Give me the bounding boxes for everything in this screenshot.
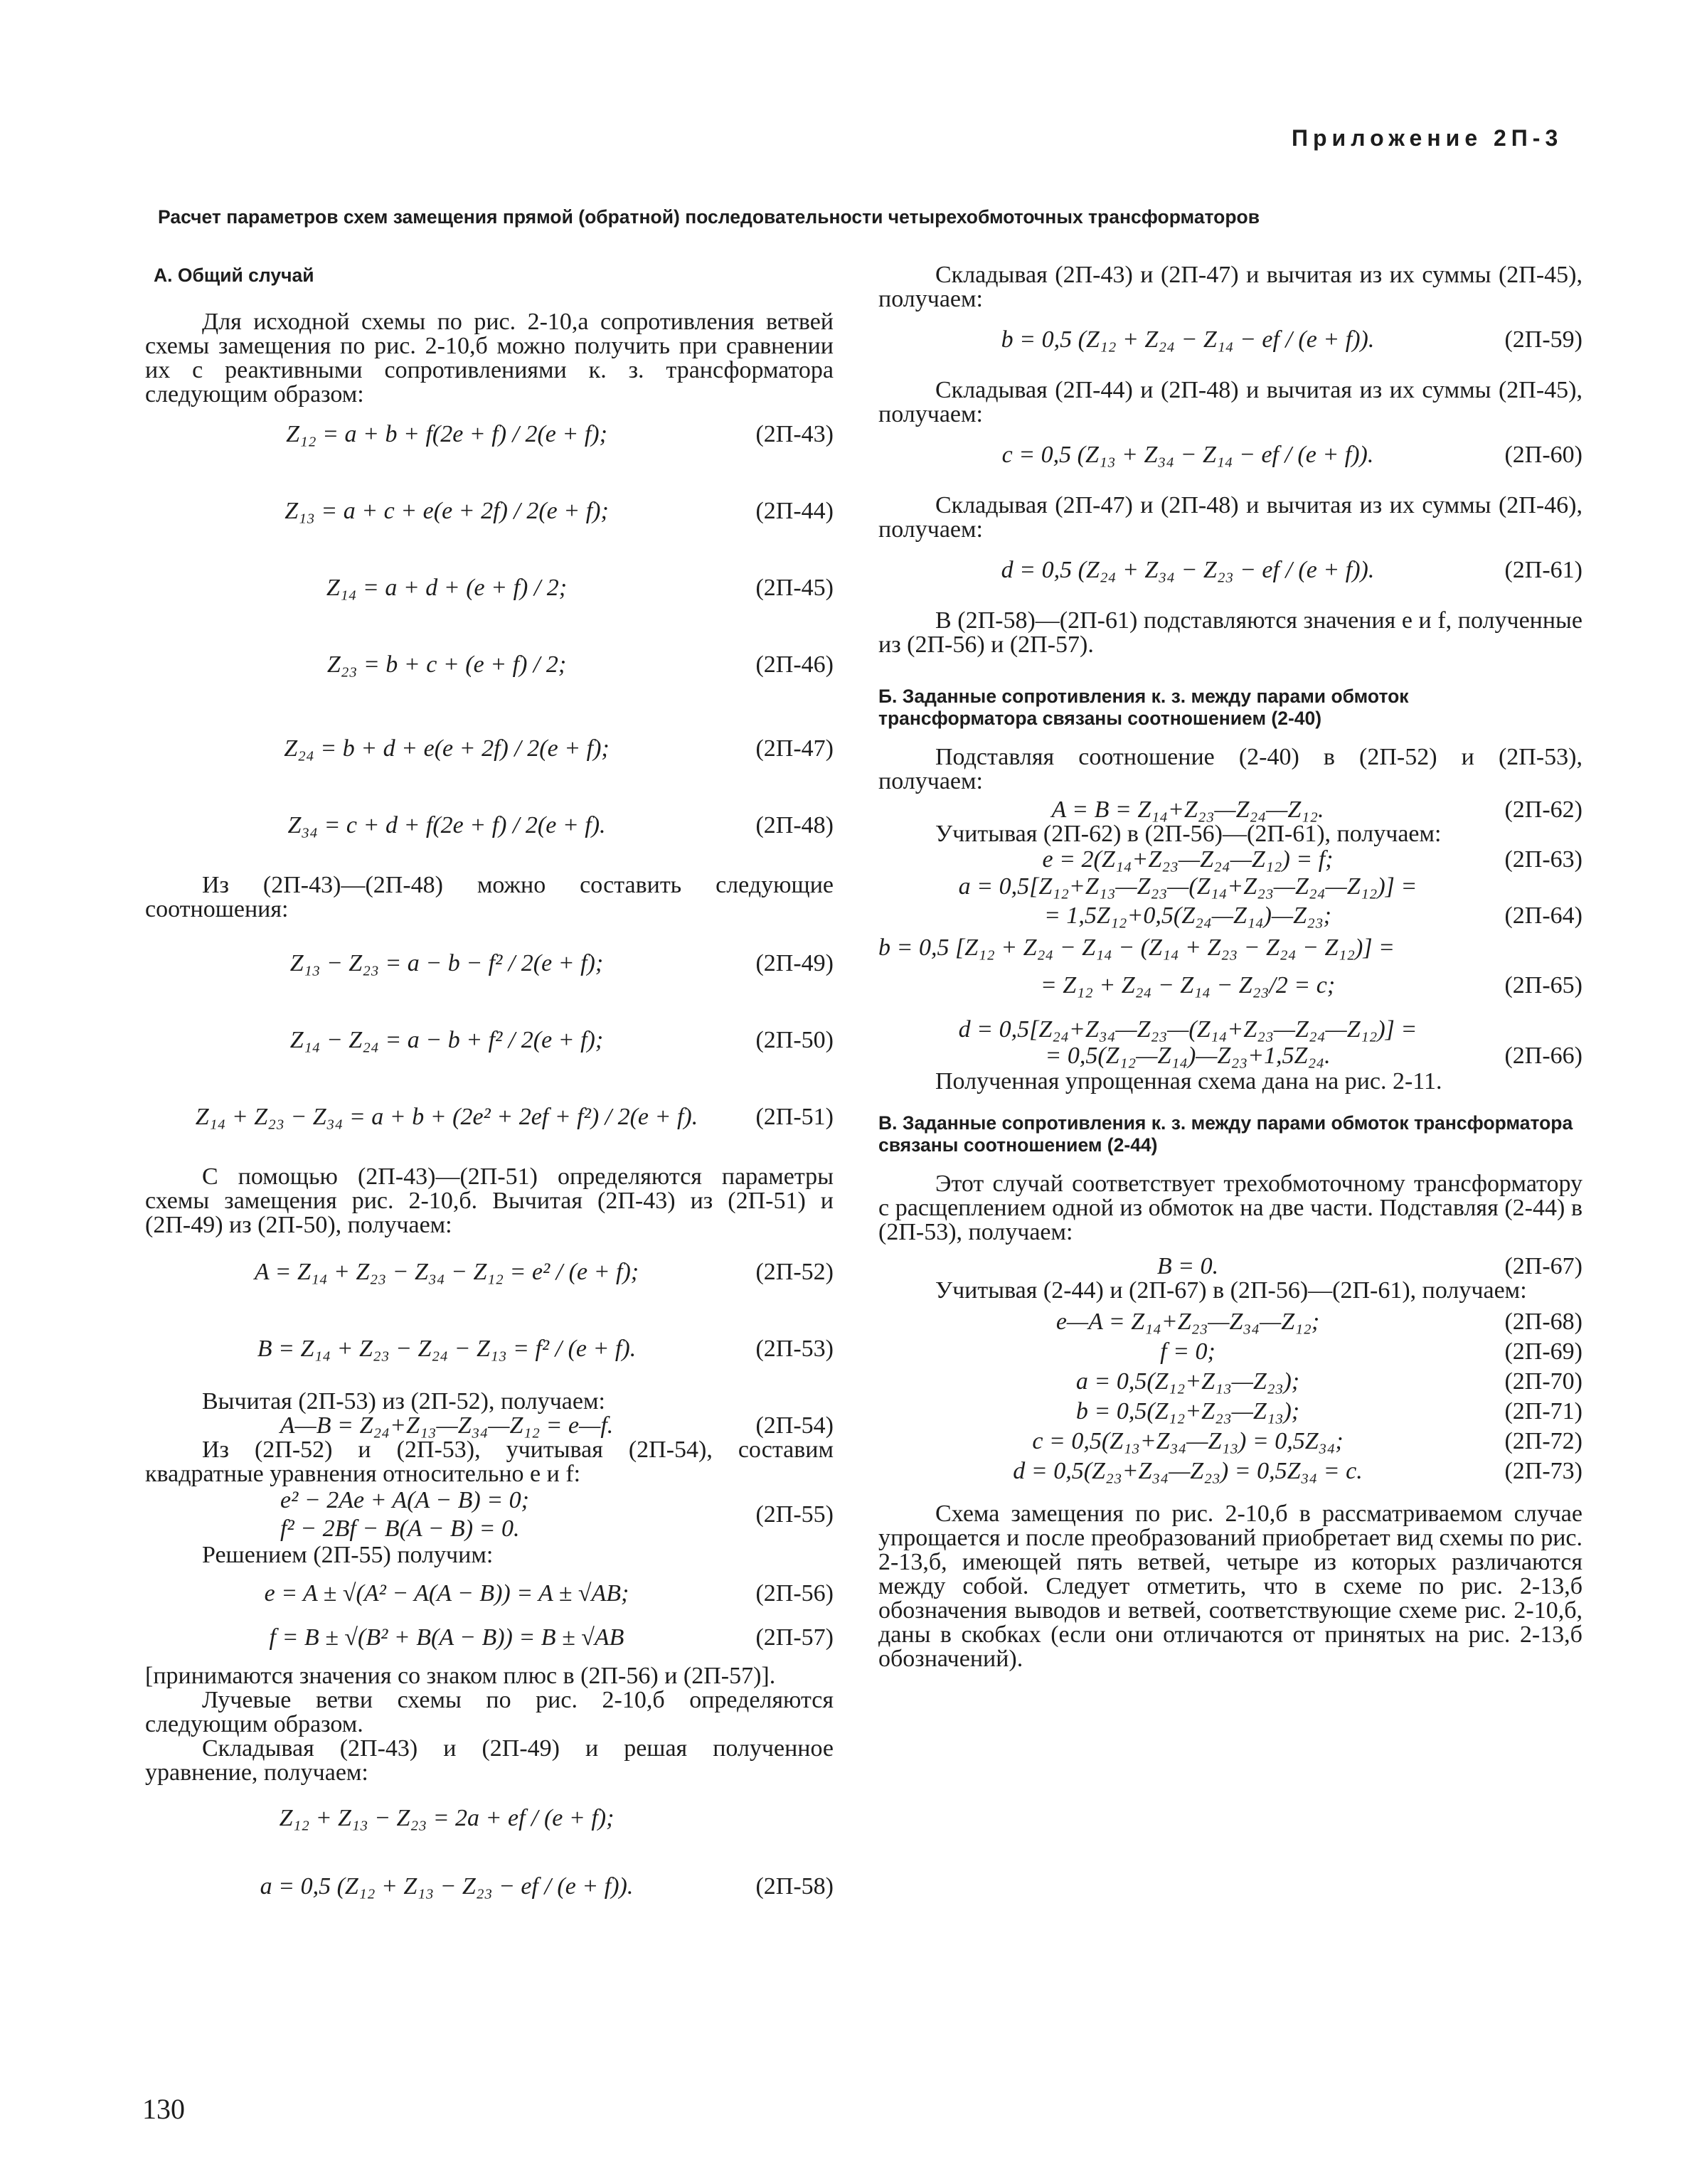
section-c-heading: В. Заданные сопротивления к. з. между парами обмоток трансформатора связаны соотношением (2-44) [878,1112,1573,1156]
equation-2p-66-line1: d = 0,5[Z₂₄+Z₃₄—Z₂₃—(Z₁₄+Z₂₃—Z₂₄—Z₁₂)] = [958,1016,1417,1043]
paragraph: Этот случай соответствует трехобмоточному трансформатору с расщеплением одной из обмоток на две части. Подставляя (2-44) в (2П-53), получаем: [878,1171,1582,1245]
equation-2p-43: Z₁₂ = a + b + f(2e + f) / 2(e + f); (2П-43) [286,421,834,447]
paragraph: В (2П-58)—(2П-61) подставляются значения e и f, полученные из (2П-56) и (2П-57). [878,607,1582,658]
paragraph: С помощью (2П-43)—(2П-51) определяются параметры схемы замещения рис. 2-10,б. Вычитая (2П-43) из (2П-51) и (2П-49) из (2П-50), получаем: [145,1163,834,1238]
paragraph: Складывая (2П-43) и (2П-47) и вычитая из их суммы (2П-45), получаем: [878,262,1582,312]
equation-2p-72: c = 0,5(Z₁₃+Z₃₄—Z₁₃) = 0,5Z₃₄; (2П-72) [1032,1428,1582,1454]
equation-2p-52: A = Z₁₄ + Z₂₃ − Z₃₄ − Z₁₂ = e² / (e + f); (2П-52) [254,1259,834,1285]
paragraph: [принимаются значения со знаком плюс в (2П-56) и (2П-57)]. [145,1663,776,1689]
equation-2p-56: e = A ± √(A² − A(A − B)) = A ± √AB; (2П-56) [264,1580,834,1607]
paragraph: Подставляя соотношение (2-40) в (2П-52) и (2П-53), получаем: [878,744,1582,794]
paragraph: Лучевые ветви схемы по рис. 2-10,б определяются следующим образом. [145,1687,834,1737]
equation-2p-71: b = 0,5(Z₁₂+Z₂₃—Z₁₃); (2П-71) [1075,1398,1582,1424]
paragraph: Полученная упрощенная схема дана на рис. 2-11. [935,1068,1442,1094]
equation-2p-68: e—A = Z₁₄+Z₂₃—Z₃₄—Z₁₂; (2П-68) [1055,1309,1582,1335]
equation-2p-54: A—B = Z₂₄+Z₁₃—Z₃₄—Z₁₂ = e—f. (2П-54) [280,1412,834,1439]
equation-2p-51: Z₁₄ + Z₂₃ − Z₃₄ = a + b + (2e² + 2ef + f²) / 2(e + f). (2П-51) [195,1104,834,1130]
equation-2p-48: Z₃₄ = c + d + f(2e + f) / 2(e + f). (2П-48) [287,812,834,838]
equation-2p-64: = 1,5Z₁₂+0,5(Z₂₄—Z₁₄)—Z₂₃; (2П-64) [1043,902,1582,929]
equation-2p-50: Z₁₄ − Z₂₄ = a − b + f² / 2(e + f); (2П-50) [289,1027,834,1053]
paragraph: Складывая (2П-47) и (2П-48) и вычитая из их суммы (2П-46), получаем: [878,492,1582,543]
equation-2p-58: a = 0,5 (Z₁₂ + Z₁₃ − Z₂₃ − ef / (e + f)). (2П-58) [260,1873,834,1900]
paragraph: Схема замещения по рис. 2-10,б в рассматриваемом случае упрощается и после преобразований приобретает вид схемы по рис. 2-13,б, имеющей пять ветвей, четыре из которых различаются между собой. Следует отметить, что в схеме по рис. 2-13,б обозначения выводов и ветвей, соответствующие схеме рис. 2-10,б, даны в скобках (если они отличаются от принятых на рис. 2-13,б обозначений). [878,1501,1582,1672]
equation-2p-53: B = Z₁₄ + Z₂₃ − Z₂₄ − Z₁₃ = f² / (e + f). (2П-53) [257,1336,834,1362]
paragraph: Из (2П-43)—(2П-48) можно составить следующие соотношения: [145,872,834,922]
paragraph: Решением (2П-55) получим: [202,1542,494,1568]
equation-2p-45: Z₁₄ = a + d + (e + f) / 2; (2П-45) [326,575,834,601]
section-b-heading: Б. Заданные сопротивления к. з. между парами обмоток трансформатора связаны соотношением (2-40) [878,686,1409,729]
equation-2p-73: d = 0,5(Z₂₃+Z₃₄—Z₂₃) = 0,5Z₃₄ = c. (2П-73) [1013,1458,1582,1484]
equation-2p-60: c = 0,5 (Z₁₃ + Z₃₄ − Z₁₄ − ef / (e + f)). (2П-60) [1001,442,1582,468]
equation-2p-65: = Z₁₂ + Z₂₄ − Z₁₄ − Z₂₃/2 = c; (2П-65) [1040,972,1582,998]
section-a-heading: А. Общий случай [154,265,314,286]
paragraph: Для исходной схемы по рис. 2-10,а сопротивления ветвей схемы замещения по рис. 2-10,б можно получить при сравнении их с реактивными сопротивлениями к. з. трансформатора следующим образом: [145,309,834,407]
right-column [878,263,1582,1671]
paragraph: Из (2П-52) и (2П-53), учитывая (2П-54), составим квадратные уравнения относительно e и f: [145,1437,834,1487]
paragraph: Учитывая (2П-62) в (2П-56)—(2П-61), получаем: [935,821,1442,847]
equation-2p-65-line1: b = 0,5 [Z₁₂ + Z₂₄ − Z₁₄ − (Z₁₄ + Z₂₃ − Z₂₄ − Z₁₂)] = [878,934,1395,961]
equation-2p-55: e² − 2Ae + A(A − B) = 0; f² − 2Bf − B(A − B) = 0. (2П-55) [280,1487,834,1542]
equation-2p-70: a = 0,5(Z₁₂+Z₁₃—Z₂₃); (2П-70) [1075,1368,1582,1395]
equation-2p-59: b = 0,5 (Z₁₂ + Z₂₄ − Z₁₄ − ef / (e + f)). (2П-59) [1001,326,1582,353]
equation-2p-66: = 0,5(Z₁₂—Z₁₄)—Z₂₃+1,5Z₂₄. (2П-66) [1045,1043,1582,1069]
equation-2p-69: f = 0; (2П-69) [1160,1338,1582,1365]
equation-2p-47: Z₂₄ = b + d + e(e + 2f) / 2(e + f); (2П-47) [284,735,834,762]
equation-2p-49: Z₁₃ − Z₂₃ = a − b − f² / 2(e + f); (2П-49) [289,950,834,976]
equation-2p-57: f = B ± √(B² + B(A − B)) = B ± √AB (2П-57) [269,1624,834,1651]
paragraph: Складывая (2П-43) и (2П-49) и решая полученное уравнение, получаем: [145,1735,834,1786]
appendix-header: Приложение 2П-3 [1292,125,1563,151]
equation-2p-67: B = 0. (2П-67) [1156,1253,1582,1279]
page-title: Расчет параметров схем замещения прямой (обратной) последовательности четырехобмоточных трансформаторов [158,206,1260,228]
page-number: 130 [142,2093,185,2125]
paragraph: Складывая (2П-44) и (2П-48) и вычитая из их суммы (2П-45), получаем: [878,377,1582,427]
equation-2p-61: d = 0,5 (Z₂₄ + Z₃₄ − Z₂₃ − ef / (e + f)). (2П-61) [1001,557,1582,583]
left-column [145,263,834,1912]
equation-2p-64-line1: a = 0,5[Z₁₂+Z₁₃—Z₂₃—(Z₁₄+Z₂₃—Z₂₄—Z₁₂)] = [958,873,1417,900]
paragraph: Вычитая (2П-53) из (2П-52), получаем: [202,1388,605,1415]
equation-2p-58-step: Z₁₂ + Z₁₃ − Z₂₃ = 2a + ef / (e + f); [279,1805,615,1831]
paragraph: Учитывая (2-44) и (2П-67) в (2П-56)—(2П-61), получаем: [935,1277,1527,1304]
equation-2p-63: e = 2(Z₁₄+Z₂₃—Z₂₄—Z₁₂) = f; (2П-63) [1042,846,1582,873]
equation-2p-46: Z₂₃ = b + c + (e + f) / 2; (2П-46) [326,651,834,678]
equation-2p-44: Z₁₃ = a + c + e(e + 2f) / 2(e + f); (2П-44) [284,498,834,524]
equation-2p-62: A = B = Z₁₄+Z₂₃—Z₂₄—Z₁₂. (2П-62) [1051,797,1582,823]
